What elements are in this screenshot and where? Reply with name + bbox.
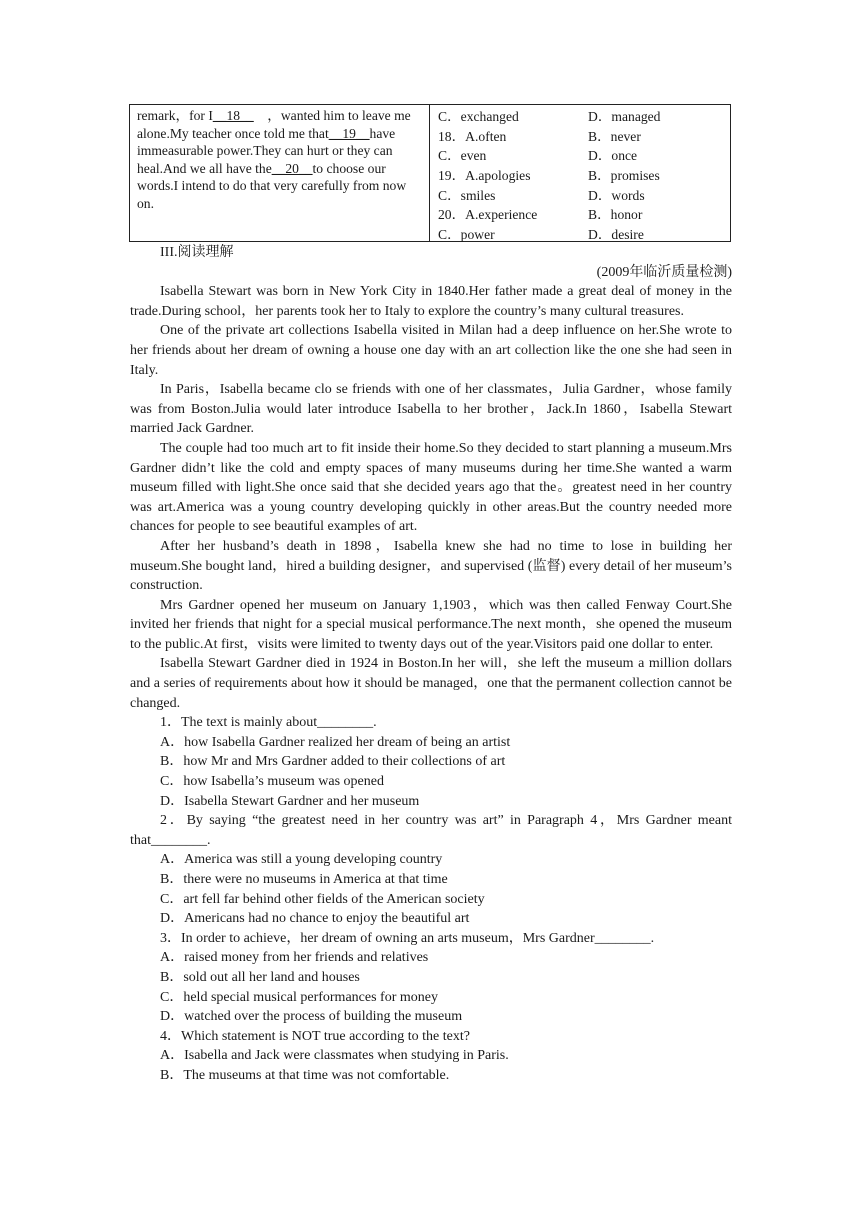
paragraph: After her husband’s death in 1898，Isabella knew she had no time to lose in building her museum.She bought land，hired a building designer，and supervised (监督) every detail of her museum’s construction.: [130, 538, 732, 594]
option: D．words: [588, 187, 645, 203]
answer-option: B．how Mr and Mrs Gardner added to their collections of art: [160, 754, 506, 770]
blank-20: __20__: [271, 160, 313, 176]
option-row: [438, 205, 728, 225]
section-title: III.阅读理解: [160, 245, 234, 260]
option: C．smiles: [438, 187, 496, 203]
cloze-options: [438, 107, 728, 245]
question-stem: 4．Which statement is NOT true according to the text?: [160, 1028, 470, 1044]
paragraph: Isabella Stewart was born in New York City in 1840.Her father made a great deal of money in the trade.During school，her parents took her to Italy to explore the country’s many cultural treasures.: [130, 284, 732, 319]
cloze-table: [129, 104, 731, 242]
paragraph: Isabella Stewart Gardner died in 1924 in Boston.In her will，she left the museum a million dollars and a series of requirements about how it should be managed，one that the permanent collection cannot be changed.: [130, 656, 732, 711]
option-row: [438, 146, 728, 166]
option: C．power: [438, 227, 495, 243]
passage-text: have immeasurable power.They can hurt or they can heal.And we all have the: [137, 125, 396, 176]
answer-option: A．raised money from her friends and relatives: [160, 950, 429, 966]
answer-option: D．Isabella Stewart Gardner and her museum: [160, 793, 420, 809]
answer-option: B．sold out all her land and houses: [160, 969, 360, 985]
paragraph: One of the private art collections Isabella visited in Milan had a deep influence on her.She wrote to her friends about her dream of owning a house one day with an art collection like the one she had seen in Italy.: [130, 323, 732, 378]
source-note: (2009年临沂质量检测): [596, 264, 732, 280]
answer-option: D．Americans had no chance to enjoy the beautiful art: [160, 911, 470, 927]
option-row: [438, 166, 728, 186]
option-row: [438, 186, 728, 206]
reading-section: [130, 243, 732, 1086]
cloze-passage: [137, 107, 425, 212]
option: D．desire: [588, 227, 644, 243]
option: D．once: [588, 148, 638, 164]
paragraph: In Paris，Isabella became clo se friends with one of her classmates，Julia Gardner，whose family was from Boston.Julia would later introduce Isabella to her brother，Jack.In 1860，Isabella Stewart married Jack Gardner.: [130, 382, 732, 437]
answer-option: D．watched over the process of building the museum: [160, 1009, 463, 1025]
question-stem: 3．In order to achieve，her dream of owning an arts museum，Mrs Gardner________.: [160, 930, 655, 946]
answer-option: A．how Isabella Gardner realized her dream of being an artist: [160, 734, 511, 750]
passage-text: to choose our words.I intend to do that very carefully from now on.: [137, 160, 407, 211]
option: B．honor: [588, 207, 643, 223]
option: 20．A.experience: [438, 207, 538, 223]
passage-text: ，wanted him to leave me alone.My teacher once told me that: [137, 108, 411, 141]
answer-option: B．The museums at that time was not comfortable.: [160, 1067, 450, 1083]
answer-option: C．art fell far behind other fields of the American society: [160, 891, 485, 907]
passage-text: remark，for I: [137, 108, 213, 123]
paragraph: The couple had too much art to fit inside their home.So they decided to start planning a museum.Mrs Gardner didn’t like the cold and empty spaces of many museums during her time.She wanted a warm museum filled with light.She once said that she decided years ago that the。greatest need in her country was art.America was a young country developing quickly in other areas.But the country needed more chances for people to see beautiful examples of art.: [130, 440, 732, 535]
option-row: [438, 127, 728, 147]
option-row: [438, 107, 728, 127]
option: 19．A.apologies: [438, 168, 531, 184]
answer-option: A．America was still a young developing country: [160, 852, 443, 868]
option: C．even: [438, 148, 487, 164]
option: B．promises: [588, 168, 660, 184]
option: C．exchanged: [438, 109, 519, 124]
option: D．managed: [588, 109, 661, 124]
answer-option: C．how Isabella’s museum was opened: [160, 774, 384, 790]
answer-option: B．there were no museums in America at that time: [160, 872, 448, 887]
blank-19: __19__: [328, 125, 370, 141]
blank-18: __18__: [212, 108, 254, 123]
answer-option: C．held special musical performances for money: [160, 989, 438, 1005]
option: B．never: [588, 128, 641, 144]
option-row: [438, 225, 728, 245]
paragraph: Mrs Gardner opened her museum on January 1,1903，which was then called Fenway Court.She invited her friends that night for a special musical performance.The next month，she opened the museum to the public.At first，visits were limited to twenty days out of the year.Visitors paid one dollar to enter.: [130, 597, 732, 652]
option: 18．A.often: [438, 128, 507, 144]
question-stem: 1．The text is mainly about________.: [160, 715, 377, 731]
table-divider: [429, 105, 430, 241]
answer-option: A．Isabella and Jack were classmates when studying in Paris.: [160, 1048, 509, 1064]
question-stem: 2．By saying “the greatest need in her country was art” in Paragraph 4，Mrs Gardner meant that________.: [130, 813, 732, 848]
